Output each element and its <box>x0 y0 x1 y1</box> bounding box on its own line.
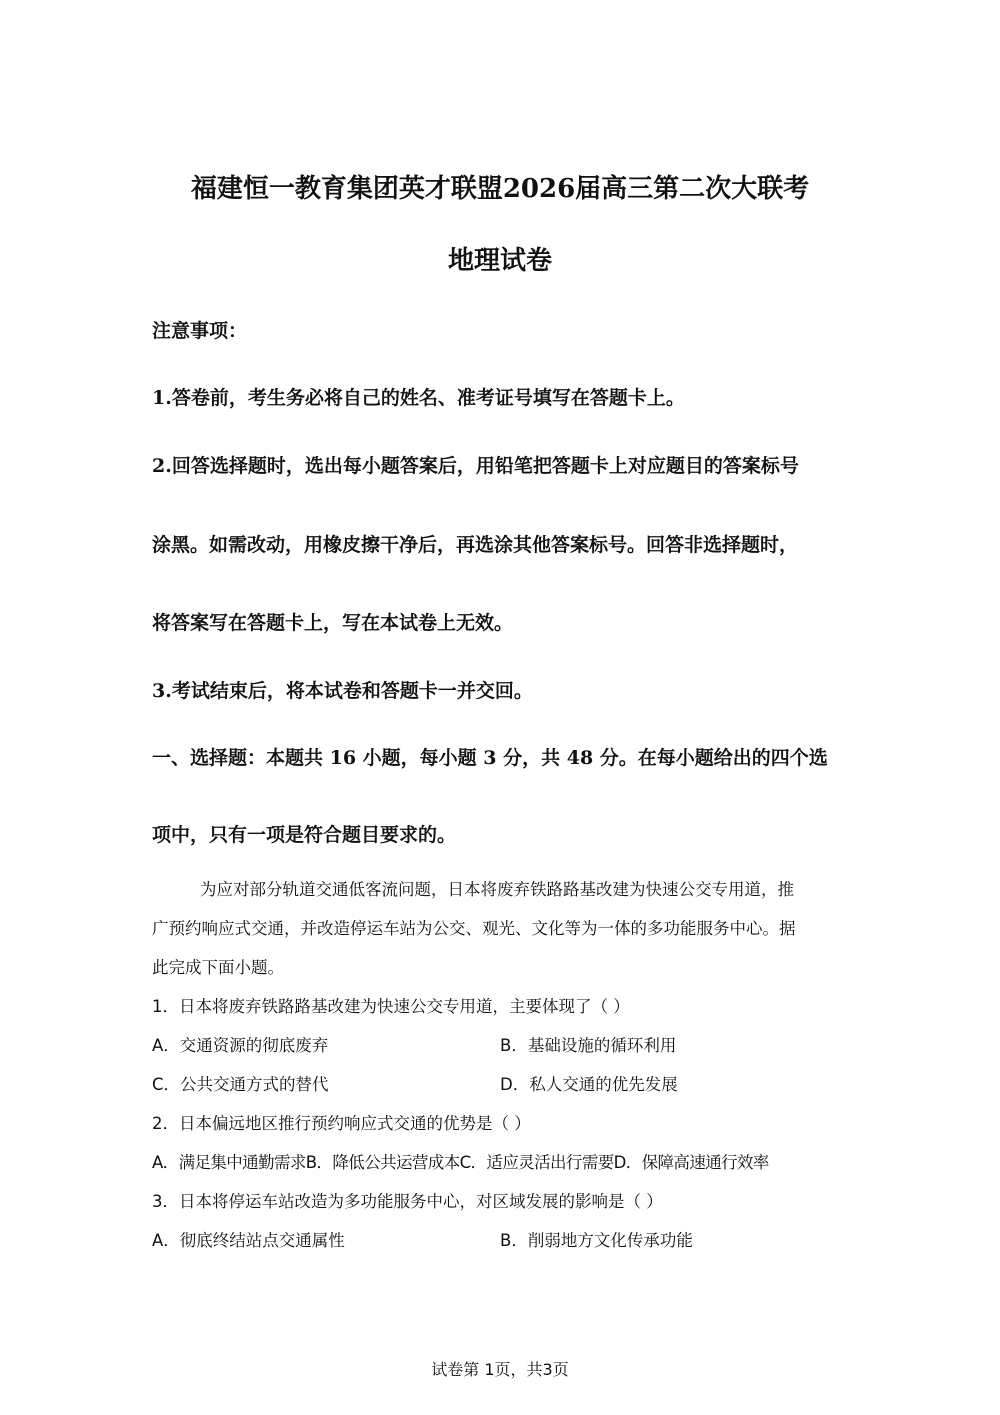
notice-item-3: 3.考试结束后，将本试卷和答题卡一并交回。 <box>152 680 533 702</box>
question-1-option-a: A．交通资源的彻底废弃 <box>152 1036 329 1055</box>
question-3-option-a: A．彻底终结站点交通属性 <box>152 1231 345 1250</box>
notice-heading: 注意事项： <box>152 320 248 342</box>
passage-line-3: 此完成下面小题。 <box>152 958 284 977</box>
notice-item-2-line-2: 涂黑。如需改动，用橡皮擦干净后，再选涂其他答案标号。回答非选择题时， <box>152 534 799 556</box>
question-1-option-b: B．基础设施的循环利用 <box>500 1036 677 1055</box>
notice-item-2-line-3: 将答案写在答题卡上，写在本试卷上无效。 <box>152 612 514 634</box>
passage-line-2: 广预约响应式交通，并改造停运车站为公交、观光、文化等为一体的多功能服务中心。据 <box>152 919 796 938</box>
passage-line-1: 为应对部分轨道交通低客流问题，日本将废弃铁路路基改建为快速公交专用道，推 <box>200 880 794 899</box>
notice-item-1: 1.答卷前，考生务必将自己的姓名、准考证号填写在答题卡上。 <box>152 387 685 409</box>
section-heading-line-2: 项中，只有一项是符合题目要求的。 <box>152 824 457 846</box>
question-2-options: A．满足集中通勤需求B．降低公共运营成本C．适应灵活出行需要D．保障高速通行效率 <box>152 1153 769 1172</box>
notice-item-2-line-1: 2.回答选择题时，选出每小题答案后，用铅笔把答题卡上对应题目的答案标号 <box>152 455 799 477</box>
page-title: 福建恒一教育集团英才联盟2026届高三第二次大联考 <box>190 174 810 204</box>
question-2-stem: 2．日本偏远地区推行预约响应式交通的优势是（ ） <box>152 1114 531 1133</box>
question-3-stem: 3．日本将停运车站改造为多功能服务中心，对区域发展的影响是（ ） <box>152 1192 663 1211</box>
section-heading-line-1: 一、选择题：本题共 16 小题，每小题 3 分，共 48 分。在每小题给出的四个选 <box>152 747 828 769</box>
question-1-option-c: C．公共交通方式的替代 <box>152 1075 329 1094</box>
page-number: 试卷第 1页，共3页 <box>431 1360 569 1379</box>
question-3-option-b: B．削弱地方文化传承功能 <box>500 1231 693 1250</box>
question-1-option-d: D．私人交通的优先发展 <box>500 1075 678 1094</box>
page-subtitle: 地理试卷 <box>447 246 552 276</box>
question-1-stem: 1．日本将废弃铁路路基改建为快速公交专用道，主要体现了（ ） <box>152 997 630 1016</box>
